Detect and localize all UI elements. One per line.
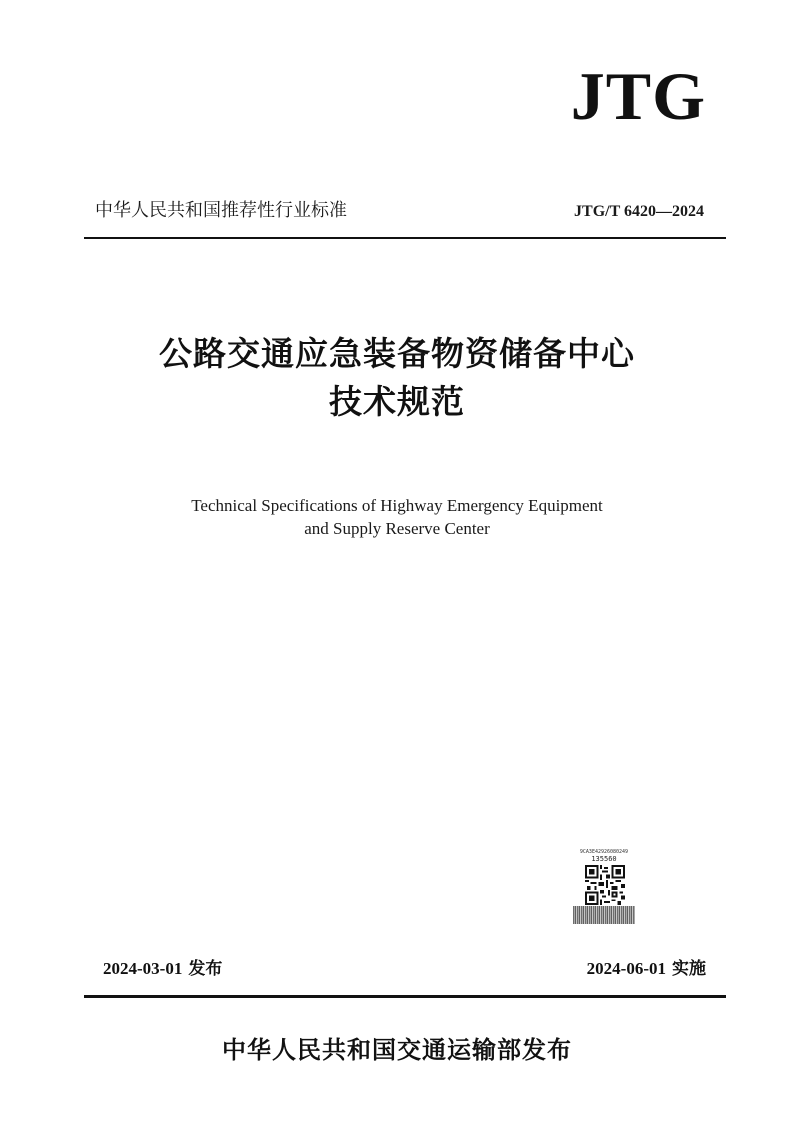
effective-date: 2024-06-01: [586, 959, 666, 978]
effective-date-block: [587, 957, 706, 981]
header-divider: [84, 237, 726, 239]
effective-label: 实施: [672, 959, 706, 979]
title-english-line-2: and Supply Reserve Center: [304, 519, 490, 538]
qr-serial-number: 135560: [591, 855, 617, 863]
footer-divider: [84, 995, 726, 998]
title-chinese-line-1: 公路交通应急装备物资储备中心: [159, 334, 635, 373]
qr-code-icon: [585, 865, 625, 905]
jtg-logo: JTG: [570, 58, 706, 134]
standard-number: JTG/T 6420—2024: [574, 203, 704, 220]
issue-date-block: [103, 957, 222, 981]
title-english-line-1: Technical Specifications of Highway Emergency Equipment: [191, 496, 603, 515]
qr-sticker: [571, 849, 637, 925]
issue-date: 2024-03-01: [103, 959, 183, 978]
publisher: 中华人民共和国交通运输部发布: [222, 1036, 572, 1064]
title-chinese-line-2: 技术规范: [329, 382, 465, 421]
issue-label: 发布: [188, 959, 223, 979]
standard-category: 中华人民共和国推荐性行业标准: [95, 200, 347, 221]
qr-code-text: 9CA3E42926080249: [579, 849, 629, 855]
qr-security-strip: [573, 906, 635, 924]
